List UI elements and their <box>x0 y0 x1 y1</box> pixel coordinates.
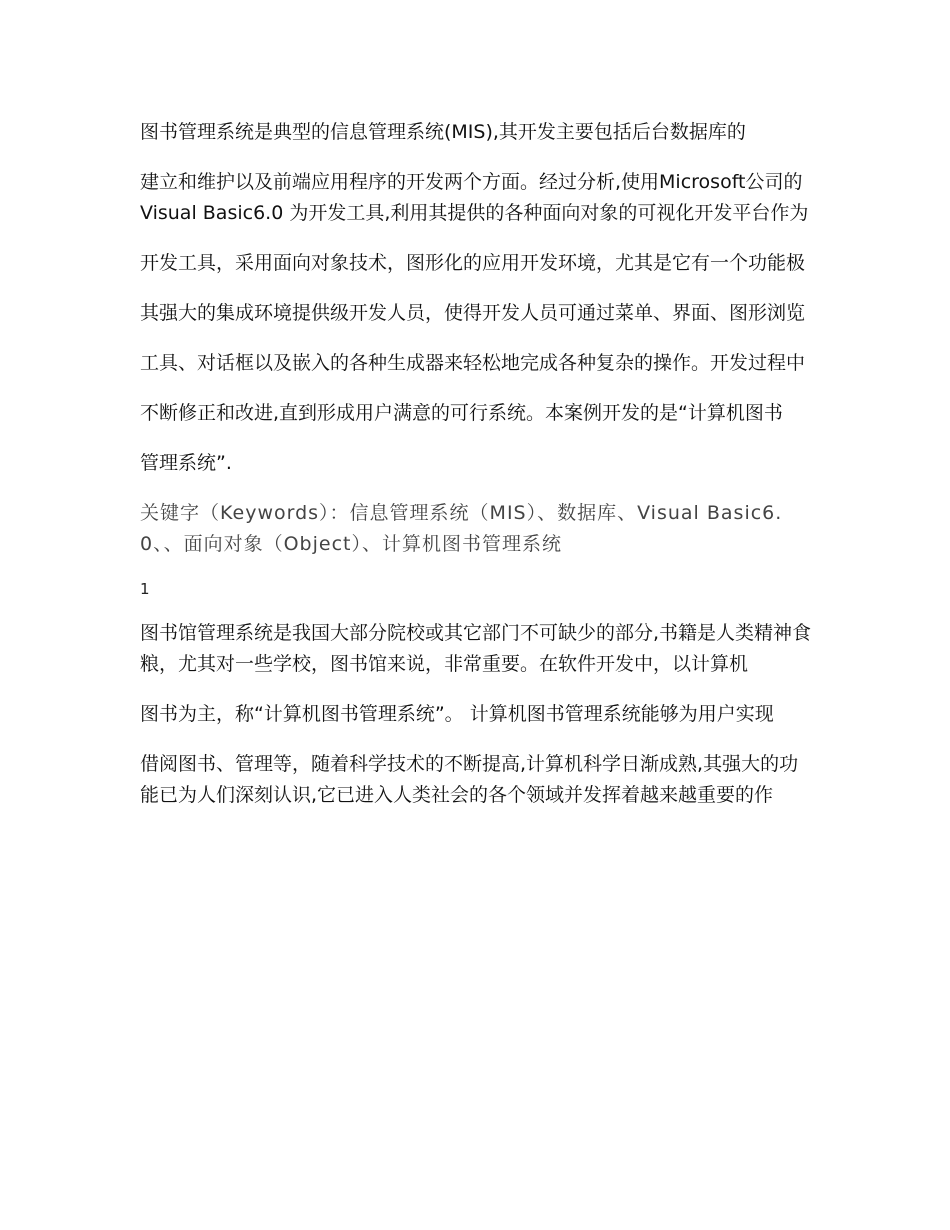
paragraph-gap <box>140 379 815 398</box>
paragraph-system-name: 管理系统”. <box>140 452 232 474</box>
keywords-line: 关键字（Keywords）：信息管理系统（MIS）、数据库、Visual Basic6.0、、面向对象（Object）、计算机图书管理系统 <box>140 502 783 555</box>
paragraph-intro: 图书管理系统是典型的信息管理系统(MIS),其开发主要包括后台数据库的 <box>140 121 746 143</box>
paragraph-gap <box>140 479 815 498</box>
paragraph-borrowing: 借阅图书、管理等，随着科学技术的不断提高,计算机科学日渐成熟,其强大的功能已为人们深刻认识,它已进入人类社会的各个领域并发挥着越来越重要的作 <box>140 753 799 806</box>
paragraph-user-functions: 图书为主，称“计算机图书管理系统”。 计算机图书管理系统能够为用户实现 <box>140 703 774 725</box>
paragraph-gap <box>140 730 815 749</box>
paragraph-development: 建立和维护以及前端应用程序的开发两个方面。经过分析,使用Microsoft公司的 Visual Basic6.0 为开发工具,利用其提供的各种面向对象的可视化开发平台作为 <box>140 171 809 224</box>
paragraph-gap <box>140 599 815 618</box>
page-number: 1 <box>140 580 150 598</box>
paragraph-tools: 开发工具，采用面向对象技术，图形化的应用开发环境，尤其是它有一个功能极 <box>140 252 806 274</box>
paragraph-gap <box>140 429 815 448</box>
paragraph-gap <box>140 229 815 248</box>
text-column <box>140 117 815 811</box>
paragraph-gap <box>140 279 815 298</box>
paragraph-improvement: 不断修正和改进,直到形成用户满意的可行系统。本案例开发的是“计算机图书 <box>140 402 783 424</box>
paragraph-environment: 其强大的集成环境提供级开发人员，使得开发人员可通过菜单、界面、图形浏览 <box>140 302 806 324</box>
paragraph-gap <box>140 329 815 348</box>
paragraph-operations: 工具、对话框以及嵌入的各种生成器来轻松地完成各种复杂的操作。开发过程中 <box>140 352 806 374</box>
paragraph-gap <box>140 560 815 579</box>
paragraph-library-intro: 图书馆管理系统是我国大部分院校或其它部门不可缺少的部分,书籍是人类精神食粮，尤其对一些学校，图书馆来说，非常重要。在软件开发中，以计算机 <box>140 622 812 675</box>
paragraph-gap <box>140 680 815 699</box>
paragraph-gap <box>140 148 815 167</box>
